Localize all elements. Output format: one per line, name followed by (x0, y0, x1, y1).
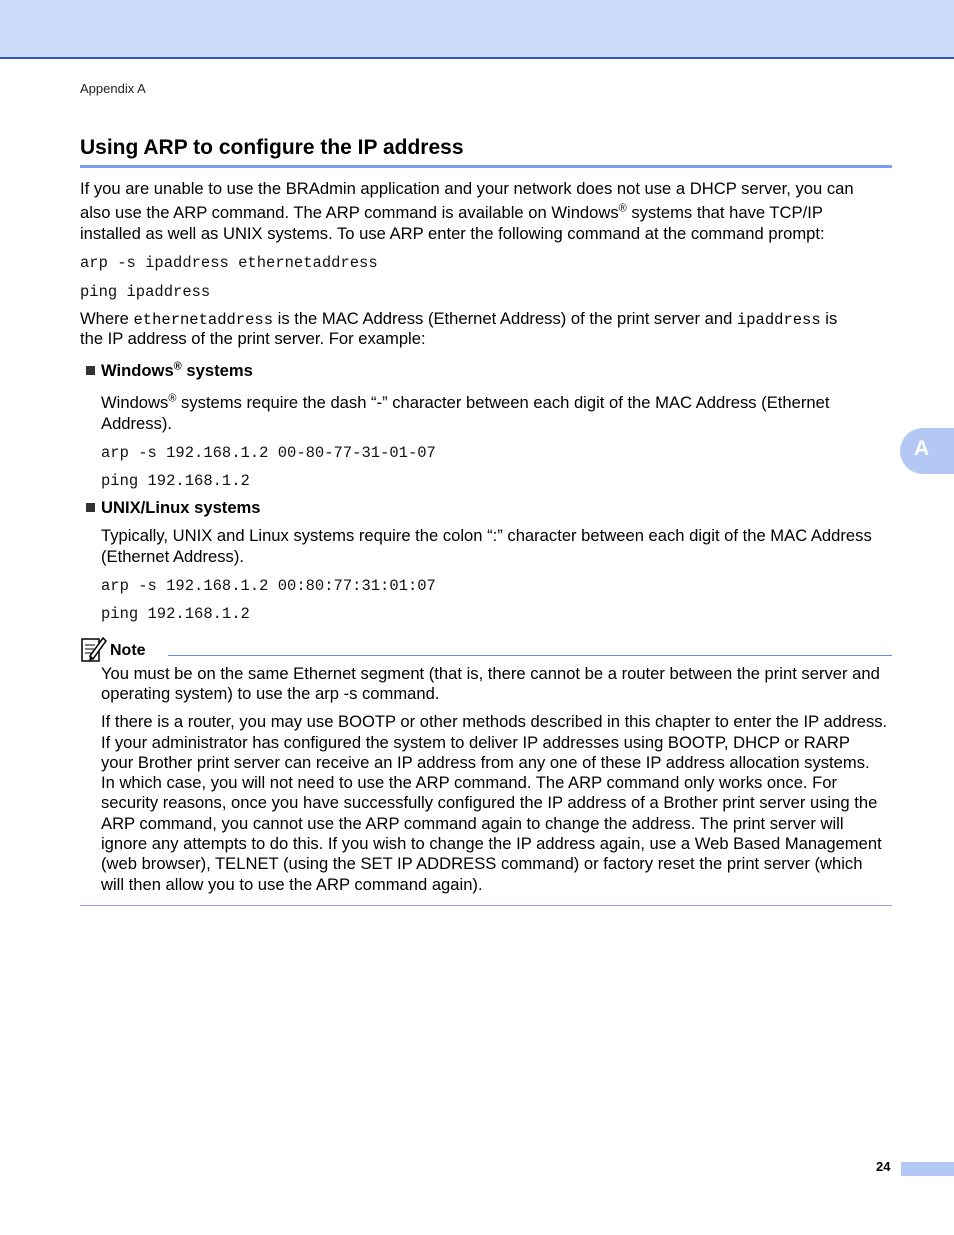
note-bottom-rule (80, 905, 892, 906)
square-bullet-icon (86, 366, 95, 375)
note-p2-line-4: In which case, you will not need to use the ARP command. The ARP command only works once. For (101, 773, 838, 792)
windows-body-line-1: Windows® systems require the dash “-” character between each digit of the MAC Address (Ethernet (101, 392, 830, 412)
intro-line-3: installed as well as UNIX systems. To use ARP enter the following command at the command prompt: (80, 224, 825, 243)
square-bullet-icon (86, 503, 95, 512)
page-number: 24 (876, 1159, 891, 1174)
note-p2-line-7: ignore any attempts to do this. If you wish to change the IP address again, use a Web Based Management (101, 834, 882, 853)
where-line-1: Where ethernetaddress is the MAC Address (Ethernet Address) of the print server and ipaddress is (80, 309, 838, 329)
appendix-side-tab: A (900, 428, 954, 474)
intro-line-1: If you are unable to use the BRAdmin application and your network does not use a DHCP server, you can (80, 179, 854, 198)
note-p2-line-3: your Brother print server can receive an IP address from any one of these IP address allocation systems. (101, 753, 870, 772)
note-p2-line-5: security reasons, once you have successfully configured the IP address of a Brother print server using the (101, 793, 878, 812)
note-p2-line-9: will then allow you to use the ARP command again). (101, 875, 483, 894)
note-p2-line-2: If your administrator has configured the system to deliver IP addresses using BOOTP, DHCP or RARP (101, 733, 850, 752)
note-pencil-icon (80, 634, 108, 664)
note-p2-line-1: If there is a router, you may use BOOTP or other methods described in this chapter to enter the IP address. (101, 712, 888, 731)
note-label: Note (110, 642, 146, 659)
unix-heading: UNIX/Linux systems (86, 498, 261, 518)
command-arp-generic: arp -s ipaddress ethernetaddress (80, 254, 378, 272)
note-rule (168, 655, 892, 656)
windows-ping-command: ping 192.168.1.2 (101, 472, 250, 490)
note-p1-line-1: You must be on the same Ethernet segment (that is, there cannot be a router between the print server and (101, 664, 880, 683)
intro-line-2: also use the ARP command. The ARP command is available on Windows® systems that have TCP/IP (80, 202, 823, 222)
unix-arp-command: arp -s 192.168.1.2 00:80:77:31:01:07 (101, 577, 436, 595)
windows-heading: Windows® systems (86, 361, 253, 381)
section-title: Using ARP to configure the IP address (80, 136, 464, 159)
where-line-2: the IP address of the print server. For example: (80, 329, 426, 348)
title-underline (80, 165, 892, 168)
windows-arp-command: arp -s 192.168.1.2 00-80-77-31-01-07 (101, 444, 436, 462)
note-p2-line-8: (web browser), TELNET (using the SET IP ADDRESS command) or factory reset the print server (which (101, 854, 863, 873)
windows-body-line-2: Address). (101, 414, 173, 433)
command-ping-generic: ping ipaddress (80, 283, 211, 301)
page-number-tab (901, 1162, 954, 1176)
unix-ping-command: ping 192.168.1.2 (101, 605, 250, 623)
note-p1-line-2: operating system) to use the arp -s command. (101, 684, 440, 703)
note-p2-line-6: ARP command, you cannot use the ARP command again to change the address. The print server will (101, 814, 844, 833)
breadcrumb: Appendix A (80, 81, 146, 96)
unix-body-line-2: (Ethernet Address). (101, 547, 244, 566)
header-band (0, 0, 954, 59)
unix-body-line-1: Typically, UNIX and Linux systems require the colon “:” character between each digit of the MAC Address (101, 526, 872, 545)
